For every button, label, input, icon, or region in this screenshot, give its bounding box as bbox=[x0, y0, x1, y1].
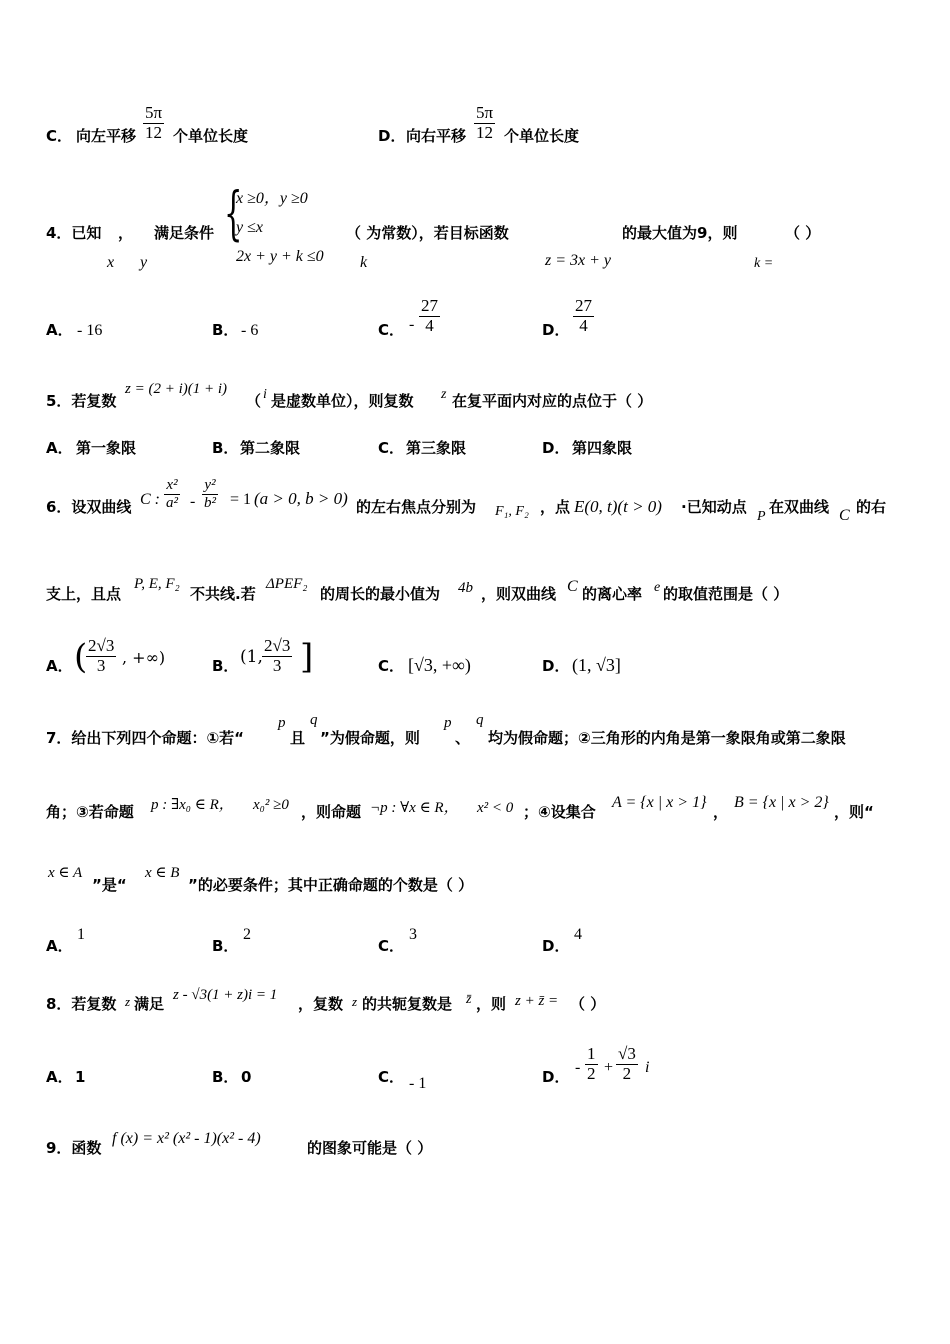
q8-mid1: 满足 bbox=[134, 995, 165, 1013]
q5-z: z bbox=[441, 387, 447, 402]
q7-line2-c: ；④设集合 bbox=[523, 803, 596, 821]
q6-frac-y: $\frac{\text{y²}}{\text{b²}}$ bbox=[204, 477, 216, 511]
q7-line2-d: ，则“ bbox=[834, 803, 874, 821]
q7-line1-c: 均为假命题；②三角形的内角是第一象限角或第二象限 bbox=[488, 729, 846, 747]
q5-expr: z = (2 + i)(1 + i) bbox=[125, 381, 228, 397]
q6-line2-b: 不共线.若 bbox=[190, 585, 256, 603]
q6-curve: C : bbox=[140, 491, 160, 508]
q7-neg2: x² < 0 bbox=[477, 800, 514, 816]
q8-option-d-frac2: $\frac{√3}{2}$ bbox=[618, 1044, 636, 1083]
q7-dun: 、 bbox=[455, 729, 471, 747]
q8-option-c-label: C． bbox=[378, 1068, 405, 1086]
q7-neg: ¬p : ∀x ∈ R， bbox=[370, 800, 459, 816]
q8-option-a-value: 1 bbox=[75, 1068, 86, 1086]
q7-line3-a: ”是“ bbox=[92, 876, 127, 894]
q6-c: C bbox=[839, 507, 850, 524]
q7-option-d-value: 4 bbox=[574, 926, 582, 943]
q6-points: P, E, F₂ bbox=[134, 576, 180, 592]
q7-set-b: B = {x | x > 2} bbox=[734, 794, 829, 811]
q6-mid1: 的左右焦点分别为 bbox=[356, 498, 477, 516]
q4-system-brace: { bbox=[224, 179, 243, 247]
q8-mid2: ，复数 bbox=[298, 995, 344, 1013]
q6-option-b-lparen: (1, bbox=[240, 647, 263, 667]
q6-option-c-label: C． bbox=[378, 657, 405, 675]
q6-line2-e: 的离心率 bbox=[582, 585, 643, 603]
q9-prefix: 9．函数 bbox=[46, 1139, 102, 1157]
q6-four-b: 4b bbox=[458, 580, 473, 596]
q8-zbar: z̄ bbox=[466, 992, 472, 1007]
q4-option-b-label: B． bbox=[212, 321, 239, 339]
q5-option-b-text: 第二象限 bbox=[240, 439, 301, 457]
q5-option-b-label: B． bbox=[212, 439, 239, 457]
q7-q2: q bbox=[476, 712, 484, 728]
q7-set-a: A = {x | x > 1} bbox=[612, 794, 707, 811]
q7-option-a-label: A． bbox=[46, 937, 73, 955]
q4-option-c-sign: - bbox=[409, 316, 415, 333]
q6-mid2: ，点 bbox=[540, 498, 571, 516]
q7-x-in-a: x ∈ A bbox=[48, 865, 83, 881]
q4-option-a-value: - 16 bbox=[77, 322, 103, 339]
q7-line2-b: ，则命题 bbox=[301, 803, 362, 821]
q4-var-k: k bbox=[360, 254, 368, 271]
q8-option-b-value: 0 bbox=[241, 1068, 252, 1086]
q6-option-d-text: (1, √3] bbox=[572, 655, 621, 675]
q6-line2-a: 支上，且点 bbox=[46, 585, 122, 603]
q9-tail: 的图象可能是（ ） bbox=[307, 1139, 433, 1157]
q5-option-c-label: C． bbox=[378, 439, 405, 457]
q4-option-a-label: A． bbox=[46, 321, 73, 339]
q5-option-d-text: 第四象限 bbox=[572, 439, 633, 457]
q6-line2-d: ，则双曲线 bbox=[481, 585, 557, 603]
q7-prop2: x₀² ≥0 bbox=[253, 797, 289, 813]
q7-option-b-value: 2 bbox=[243, 926, 251, 943]
q8-mid4: ，则 bbox=[476, 995, 507, 1013]
q6-frac-x: $\frac{\text{x²}}{\text{a²}}$ bbox=[166, 477, 178, 511]
q5-i: i bbox=[263, 387, 267, 402]
q3-option-d-text: 向右平移 bbox=[406, 127, 467, 145]
q6-line2-c: 的周长的最小值为 bbox=[320, 585, 441, 603]
q3-option-c-label: C． bbox=[46, 127, 73, 145]
q6-option-b-fraction: $\frac{2√3}{3}$ bbox=[264, 636, 291, 675]
q5-option-a-label: A． bbox=[46, 439, 73, 457]
q7-and: 且 bbox=[290, 729, 306, 747]
q3-option-d-unit: 个单位长度 bbox=[504, 127, 580, 145]
q8-equation: z - √3(1 + z)i = 1 bbox=[173, 987, 278, 1003]
q4-cond-text: 满足条件 bbox=[154, 224, 215, 242]
q6-option-a-lparen: ( bbox=[74, 637, 88, 677]
q6-option-b-rbracket: ] bbox=[300, 637, 314, 677]
q6-option-c-text: [√3, +∞) bbox=[408, 655, 471, 675]
q6-minus: - bbox=[190, 493, 196, 510]
q4-option-c-label: C． bbox=[378, 321, 405, 339]
q7-prop: p : ∃x₀ ∈ R， bbox=[151, 797, 234, 813]
q8-z: z bbox=[125, 994, 131, 1009]
q5-prefix: 5．若复数 bbox=[46, 392, 117, 410]
q6-eq: = 1 bbox=[230, 491, 252, 508]
q4-var-x: x bbox=[107, 254, 115, 271]
q8-option-c-value: - 1 bbox=[409, 1075, 427, 1092]
q6-p: P bbox=[757, 509, 766, 524]
q4-comma: ， bbox=[118, 224, 134, 242]
q5-option-c-text: 第三象限 bbox=[406, 439, 467, 457]
q5-mid: 是虚数单位），则复数 bbox=[271, 392, 414, 410]
q4-option-d-fraction: $\frac{27}{4}$ bbox=[575, 296, 592, 335]
q8-blank: （ ） bbox=[570, 995, 606, 1013]
q7-line3-b: ”的必要条件；其中正确命题的个数是（ ） bbox=[188, 876, 474, 894]
q6-option-a-fraction: $\frac{2√3}{3}$ bbox=[88, 636, 115, 675]
q9-function: f (x) = x² (x² - 1)(x² - 4) bbox=[112, 1130, 261, 1147]
q4-paren-text: （ 为常数），若目标函数 bbox=[346, 224, 509, 242]
q6-line2-f: 的取值范围是（ ） bbox=[663, 585, 789, 603]
q6-point-e: E(0, t)(t > 0) bbox=[574, 497, 662, 516]
q5-paren-open: （ bbox=[246, 392, 262, 410]
q6-c2: C bbox=[567, 578, 578, 595]
q4-var-y: y bbox=[140, 254, 148, 271]
q6-option-d-label: D． bbox=[542, 657, 570, 675]
q6-triangle: ΔPEF₂ bbox=[266, 576, 308, 592]
q4-sys-line-2: y ≤x bbox=[236, 219, 263, 236]
q8-option-d-plus: + bbox=[604, 1059, 614, 1076]
q4-prefix: 4．已知 bbox=[46, 224, 102, 242]
q4-sys-line-1: x ≥0，y ≥0 bbox=[236, 190, 308, 207]
q6-e: e bbox=[654, 580, 661, 595]
q4-option-c-fraction: $\frac{27}{4}$ bbox=[421, 296, 438, 335]
q8-z2: z bbox=[352, 994, 358, 1009]
q6-mid3: ·已知动点 bbox=[681, 498, 747, 516]
q8-option-d-i: i bbox=[645, 1059, 650, 1076]
q6-cond: (a > 0, b > 0) bbox=[254, 489, 348, 508]
q8-option-a-label: A． bbox=[46, 1068, 73, 1086]
q6-option-b-label: B． bbox=[212, 657, 239, 675]
q6-foci: F₁, F₂ bbox=[495, 504, 529, 519]
q4-target: z = 3x + y bbox=[545, 252, 612, 269]
q3-option-c-text: 向左平移 bbox=[76, 127, 137, 145]
q3-option-d-label: D． bbox=[378, 127, 406, 145]
q7-line1-b: ”为假命题，则 bbox=[320, 729, 420, 747]
q7-line2-a: 角；③若命题 bbox=[46, 803, 134, 821]
q7-option-c-label: C． bbox=[378, 937, 405, 955]
q7-comma: ， bbox=[713, 803, 729, 821]
q6-option-a-rparen: , +∞) bbox=[122, 648, 166, 667]
q8-option-d-label: D． bbox=[542, 1068, 570, 1086]
q6-tail1: 的右 bbox=[856, 498, 887, 516]
q8-option-d-frac1: $\frac{1}{2}$ bbox=[587, 1044, 596, 1083]
q4-blank: （ ） bbox=[785, 224, 821, 242]
q4-option-d-label: D． bbox=[542, 321, 570, 339]
q7-option-b-label: B． bbox=[212, 937, 239, 955]
q4-option-b-value: - 6 bbox=[241, 322, 259, 339]
q4-k-eq: k = bbox=[754, 256, 774, 271]
q6-prefix: 6．设双曲线 bbox=[46, 498, 132, 516]
q6-mid4: 在双曲线 bbox=[769, 498, 830, 516]
q3-option-d-fraction: $\frac{5\pi}{12}$ bbox=[476, 103, 494, 142]
q8-prefix: 8．若复数 bbox=[46, 995, 117, 1013]
q7-option-c-value: 3 bbox=[409, 926, 417, 943]
q4-sys-line-3: 2x + y + k ≤0 bbox=[236, 248, 324, 265]
q7-p2: p bbox=[444, 715, 452, 731]
q8-option-d-sign: - bbox=[575, 1059, 581, 1076]
q8-mid3: 的共轭复数是 bbox=[362, 995, 453, 1013]
q7-x-in-b: x ∈ B bbox=[145, 865, 180, 881]
q3-option-c-fraction: $\frac{5\pi}{12}$ bbox=[145, 103, 163, 142]
q5-option-a-text: 第一象限 bbox=[76, 439, 137, 457]
q7-option-d-label: D． bbox=[542, 937, 570, 955]
q5-option-d-label: D． bbox=[542, 439, 570, 457]
q5-tail: 在复平面内对应的点位于（ ） bbox=[452, 392, 653, 410]
q3-option-c-unit: 个单位长度 bbox=[173, 127, 249, 145]
q7-option-a-value: 1 bbox=[77, 926, 85, 943]
q7-q: q bbox=[310, 712, 318, 728]
q4-max-text: 的最大值为9，则 bbox=[622, 224, 738, 242]
q7-line1-a: 7．给出下列四个命题：①若“ bbox=[46, 729, 244, 747]
q8-sum: z + z̄ = bbox=[515, 993, 559, 1009]
q8-option-b-label: B． bbox=[212, 1068, 239, 1086]
q7-p: p bbox=[278, 715, 286, 731]
q6-option-a-label: A． bbox=[46, 657, 73, 675]
